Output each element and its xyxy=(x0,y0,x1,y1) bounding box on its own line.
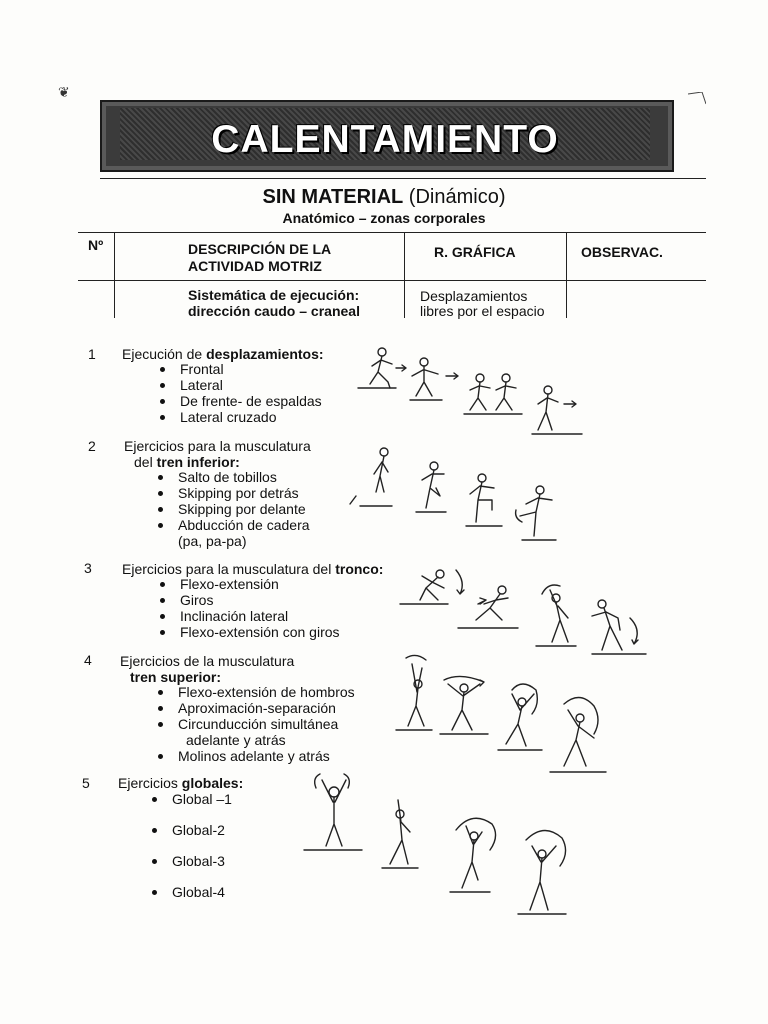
list-item: Salto de tobillos xyxy=(152,469,310,485)
page-fold-mark xyxy=(688,92,706,106)
running-figure-icon xyxy=(358,348,406,388)
banner-texture xyxy=(120,108,650,160)
section-title-line xyxy=(124,454,311,470)
section-title-bold: tronco: xyxy=(335,561,384,577)
list-item: Inclinación lateral xyxy=(154,608,340,624)
subtitle-secondary: Anatómico – zonas corporales xyxy=(282,210,486,226)
locomotion-figures-illustration xyxy=(352,344,588,440)
front-skipping-figure-icon xyxy=(466,474,502,526)
global-exercise-figures-illustration xyxy=(290,770,590,920)
arm-circles-figure-icon xyxy=(498,684,542,750)
header-description-2: ACTIVIDAD MOTRIZ xyxy=(188,258,322,274)
section-item-list xyxy=(154,361,322,425)
row-description-1: Sistemática de ejecución: xyxy=(188,287,360,303)
title-banner xyxy=(100,100,674,172)
list-item: Flexo-extensión con giros xyxy=(154,624,340,640)
section-item-list xyxy=(146,791,232,915)
section-item-list xyxy=(152,684,355,764)
list-item-continuation: adelante y atrás xyxy=(186,732,286,748)
back-skipping-figure-icon xyxy=(416,462,446,512)
list-item: Global-3 xyxy=(146,853,232,869)
section-title-bold: globales: xyxy=(181,775,244,791)
section-title-bold: tren inferior: xyxy=(156,454,240,470)
global-3-figure-icon xyxy=(450,818,496,892)
backwards-stepping-figure-icon xyxy=(464,374,522,414)
section-title-bold: tren superior: xyxy=(130,669,222,685)
section-title-text: Ejercicios xyxy=(118,775,182,791)
header-number: Nº xyxy=(88,237,104,253)
header-observations: OBSERVAC. xyxy=(581,244,663,260)
list-item: Molinos adelante y atrás xyxy=(152,748,355,764)
section-title-bold: desplazamientos: xyxy=(206,346,324,362)
list-item: Lateral cruzado xyxy=(154,409,322,425)
list-item: Skipping por detrás xyxy=(152,485,310,501)
list-item: Circunducción simultánea xyxy=(152,716,355,732)
list-item: Abducción de cadera xyxy=(152,517,310,533)
table-col-divider xyxy=(114,232,115,318)
section-title xyxy=(122,346,324,362)
trunk-rotation-figure-icon xyxy=(458,586,518,628)
list-item-continuation: (pa, pa-pa) xyxy=(178,533,247,549)
trunk-figures-illustration xyxy=(396,560,656,660)
list-item: Lateral xyxy=(154,377,322,393)
row-graphic-2: libres por el espacio xyxy=(420,303,545,319)
list-item: Giros xyxy=(154,592,340,608)
table-header-border xyxy=(78,280,706,281)
list-item: Global-4 xyxy=(146,884,232,900)
section-number: 4 xyxy=(84,652,92,668)
crossed-stepping-figure-icon xyxy=(532,386,582,434)
subtitle-main xyxy=(0,186,768,209)
lateral-incline-figure-icon xyxy=(536,585,576,646)
lateral-stepping-figure-icon xyxy=(410,358,458,400)
table-col-divider xyxy=(566,232,567,318)
section-number: 5 xyxy=(82,775,90,791)
windmill-figure-icon xyxy=(550,697,606,772)
section-item-list xyxy=(154,576,340,640)
list-item: Skipping por delante xyxy=(152,501,310,517)
section-number: 3 xyxy=(84,560,92,576)
ankle-jump-figure-icon xyxy=(350,448,392,506)
global-2-figure-icon xyxy=(382,800,418,868)
list-item: Flexo-extensión xyxy=(154,576,340,592)
section-title xyxy=(124,438,311,470)
section-title xyxy=(120,653,294,685)
section-number: 2 xyxy=(88,438,96,454)
section-title-text: Ejercicios para la musculatura del xyxy=(122,561,336,577)
hip-abduction-figure-icon xyxy=(516,486,556,540)
section-title xyxy=(118,775,243,791)
lower-body-figures-illustration xyxy=(346,444,566,544)
header-graphic: R. GRÁFICA xyxy=(434,244,516,260)
trunk-flexion-figure-icon xyxy=(400,570,464,604)
row-description-2: dirección caudo – craneal xyxy=(188,303,360,319)
section-title xyxy=(122,561,383,577)
page-corner-mark: ❦ xyxy=(58,84,70,100)
section-title-line: Ejercicios de la musculatura xyxy=(120,653,295,669)
activity-table xyxy=(78,232,706,318)
list-item: Flexo-extensión de hombros xyxy=(152,684,355,700)
list-item: Frontal xyxy=(154,361,322,377)
section-title-text: del xyxy=(134,454,157,470)
shoulder-flexion-figure-icon xyxy=(396,655,432,730)
list-item: Global-2 xyxy=(146,822,232,838)
header-description-1: DESCRIPCIÓN DE LA xyxy=(188,241,332,257)
list-item: De frente- de espaldas xyxy=(154,393,322,409)
upper-body-figures-illustration xyxy=(388,654,628,778)
subtitle-bold: SIN MATERIAL xyxy=(262,186,404,208)
global-4-figure-icon xyxy=(518,830,566,914)
subtitle-paren: (Dinámico) xyxy=(408,186,506,208)
section-item-list xyxy=(152,469,310,549)
section-title-line: Ejercicios para la musculatura xyxy=(124,438,311,454)
page-title: CALENTAMIENTO xyxy=(211,118,559,161)
section-title-line xyxy=(120,669,294,685)
section-title-text: Ejecución de xyxy=(122,346,207,362)
table-col-divider xyxy=(404,232,405,318)
title-rule xyxy=(100,178,706,179)
list-item: Aproximación-separación xyxy=(152,700,355,716)
global-1-figure-icon xyxy=(304,774,362,850)
section-number: 1 xyxy=(88,346,96,362)
flexion-rotation-figure-icon xyxy=(592,600,646,654)
table-top-border xyxy=(78,232,706,233)
list-item: Global –1 xyxy=(146,791,232,807)
row-graphic-1: Desplazamientos xyxy=(420,288,528,304)
approach-separation-figure-icon xyxy=(440,676,488,734)
